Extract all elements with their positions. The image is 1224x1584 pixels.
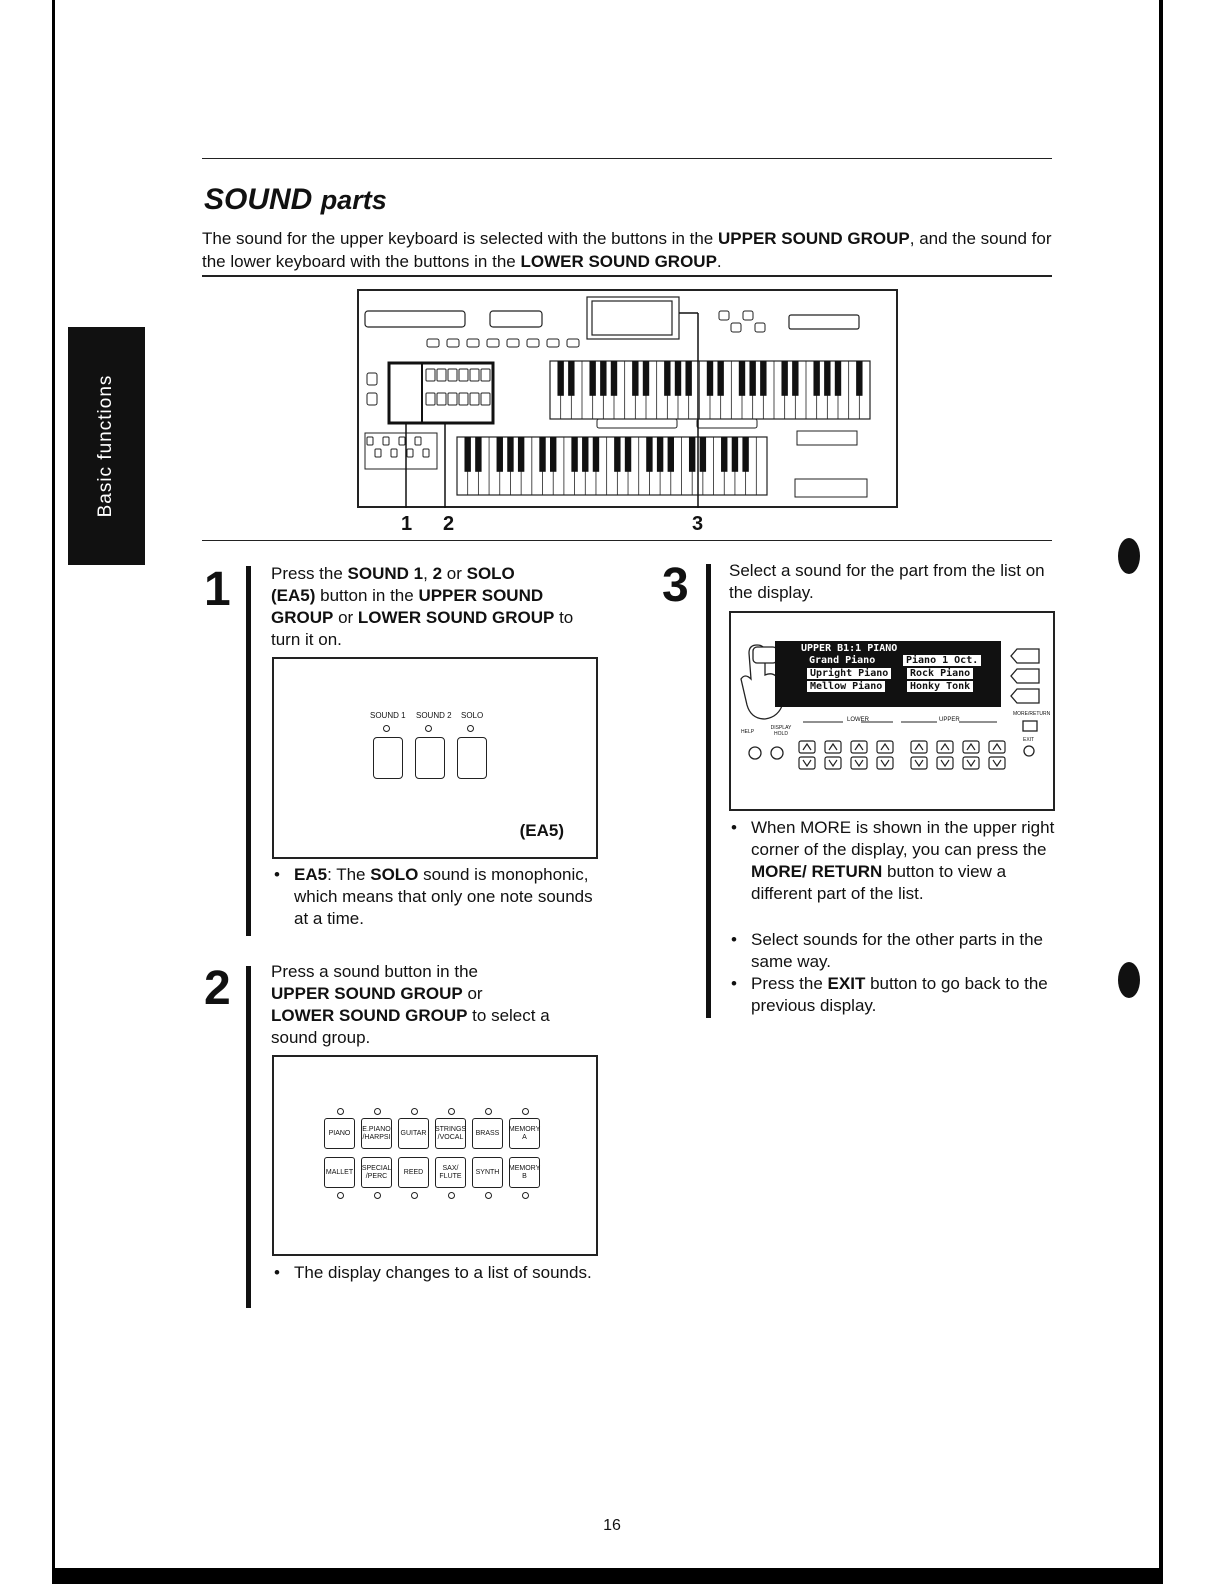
lower-sound-group-led (374, 1192, 381, 1199)
title-main: SOUND (204, 183, 313, 216)
lower-sound-group-button[interactable]: REED (398, 1157, 429, 1188)
sound1-button[interactable] (373, 737, 403, 779)
upper-sound-group-led (337, 1108, 344, 1115)
page-border-bottom (52, 1568, 1163, 1584)
step-3-number: 3 (662, 559, 689, 612)
page-number: 16 (603, 1517, 621, 1534)
solo-label: SOLO (461, 711, 484, 720)
step-1-bar (246, 566, 251, 936)
upper-sound-group-led (522, 1108, 529, 1115)
step-1-text: Press the SOUND 1, 2 or SOLO (EA5) button in the UPPER SOUND GROUP or LOWER SOUND GROUP to turn it on. (271, 564, 574, 649)
binding-hole (1118, 538, 1140, 574)
step-1-note: • EA5: The SOLO sound is monophonic, which means that only one note sounds at a time. (272, 864, 604, 930)
more-return-label: MORE/RETURN (1013, 711, 1051, 717)
callout-1: 1 (401, 513, 413, 535)
lower-sound-group-button[interactable]: MALLET (324, 1157, 355, 1188)
lcd-row-1-left[interactable]: Grand Piano (809, 655, 876, 666)
upper-sound-group-button[interactable]: GUITAR (398, 1118, 429, 1149)
top-rule (202, 158, 1052, 159)
exit-label: EXIT (1023, 737, 1035, 743)
diagram-rule (202, 540, 1052, 541)
lower-label: LOWER (847, 717, 870, 723)
lower-sound-group-button[interactable]: SPECIAL /PERC (361, 1157, 392, 1188)
binding-hole (1118, 962, 1140, 998)
upper-sound-group-button[interactable]: STRINGS /VOCAL (435, 1118, 466, 1149)
step-2-bar (246, 966, 251, 1308)
sound-buttons-panel (272, 657, 598, 859)
step-3-bar (706, 564, 711, 1018)
upper-sound-group-led (411, 1108, 418, 1115)
upper-sound-group-button[interactable]: E.PIANO /HARPSI (361, 1118, 392, 1149)
lcd-row-1-right[interactable]: Piano 1 Oct. (903, 655, 981, 666)
upper-sound-group-button[interactable]: PIANO (324, 1118, 355, 1149)
step-2-number: 2 (204, 962, 231, 1015)
lower-sound-group-led (337, 1192, 344, 1199)
intro-paragraph: The sound for the upper keyboard is selected with the buttons in the UPPER SOUND GROUP, and the sound for the lower keyboard with the buttons in the LOWER SOUND GROUP. (202, 229, 1052, 271)
step-3-text: Select a sound for the part from the list on the display. (729, 561, 1045, 602)
help-label: HELP (741, 729, 755, 735)
upper-sound-group-led (448, 1108, 455, 1115)
upper-sound-group-button[interactable]: BRASS (472, 1118, 503, 1149)
sound1-label: SOUND 1 (370, 711, 406, 720)
intro-rule (202, 275, 1052, 277)
step-2-note: • The display changes to a list of sounds. (272, 1262, 604, 1284)
lcd-header: UPPER B1:1 PIANO (801, 643, 898, 654)
display-hold-label: DISPLAY HOLD (770, 725, 792, 737)
sound2-label: SOUND 2 (416, 711, 452, 720)
step-3-bullet-2: • Select sounds for the other parts in the same way. (729, 929, 1071, 973)
upper-label: UPPER (939, 717, 960, 723)
solo-button[interactable] (457, 737, 487, 779)
lower-sound-group-led (485, 1192, 492, 1199)
step-1-number: 1 (204, 563, 231, 616)
lcd-row-3-left[interactable]: Mellow Piano (807, 681, 885, 692)
upper-sound-group-button[interactable]: MEMORY A (509, 1118, 540, 1149)
instrument-diagram (357, 289, 898, 508)
lower-sound-group-button[interactable]: SAX/ FLUTE (435, 1157, 466, 1188)
sound2-button[interactable] (415, 737, 445, 779)
lcd-row-3-right[interactable]: Honky Tonk (907, 681, 973, 692)
section-tab-label: Basic functions (95, 374, 116, 518)
upper-sound-group-led (485, 1108, 492, 1115)
display-panel (729, 611, 1055, 811)
lower-sound-group-led (522, 1192, 529, 1199)
sound2-led (425, 725, 432, 732)
page-border-right (1159, 0, 1163, 1584)
step-2-text: Press a sound button in the UPPER SOUND GROUP or LOWER SOUND GROUP to select a sound group. (271, 962, 550, 1047)
upper-sound-group-led (374, 1108, 381, 1115)
step-3-bullet-1: • When MORE is shown in the upper right corner of the display, you can press the MORE/ RETURN button to view a different part of the list. (729, 817, 1071, 905)
title-sub: parts (320, 185, 387, 215)
callout-3: 3 (692, 513, 704, 535)
lower-sound-group-button[interactable]: SYNTH (472, 1157, 503, 1188)
lcd-row-2-left[interactable]: Upright Piano (807, 668, 891, 679)
sound-group-panel (272, 1055, 598, 1256)
lower-sound-group-button[interactable]: MEMORY B (509, 1157, 540, 1188)
sound1-led (383, 725, 390, 732)
model-label: (EA5) (519, 821, 564, 840)
page-border-left (52, 0, 55, 1584)
page-title (204, 183, 387, 217)
callout-2: 2 (443, 513, 455, 535)
lower-sound-group-led (411, 1192, 418, 1199)
step-3-bullet-3: • Press the EXIT button to go back to the previous display. (729, 973, 1071, 1017)
lcd-row-2-right[interactable]: Rock Piano (907, 668, 973, 679)
solo-led (467, 725, 474, 732)
lower-sound-group-led (448, 1192, 455, 1199)
